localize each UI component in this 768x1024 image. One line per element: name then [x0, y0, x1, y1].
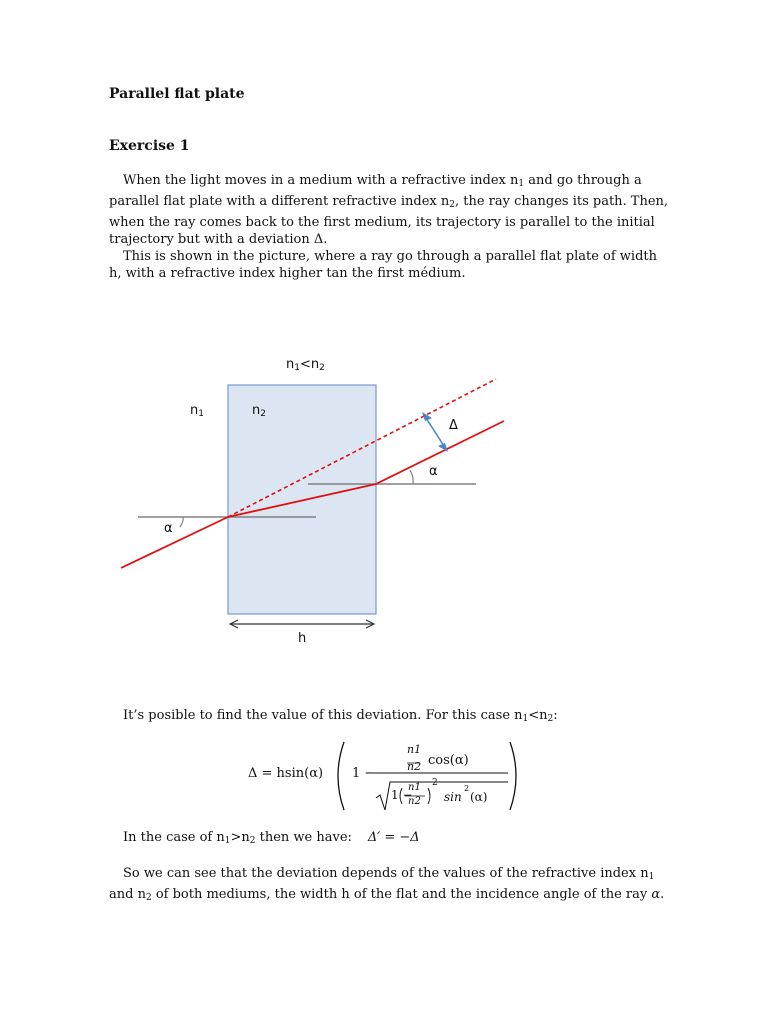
delta-label: Δ — [449, 418, 458, 433]
formula-inner-n1: n1 — [408, 782, 421, 793]
conclusion-paragraph: So we can see that the deviation depends of the values of the refractive index $n_1$ and $n_2$ of both mediums, the width h of the flat and the incidence angle of the ray α. — [109, 866, 665, 903]
formula-n1: n1 — [407, 743, 422, 756]
formula-lhs: Δ = hsin(α) — [248, 766, 324, 781]
deviation-formula — [248, 740, 528, 812]
formula-square-exponent: 2 — [432, 778, 438, 788]
incident-ray — [121, 517, 228, 568]
formula-sqrt-one-minus: 1 − — [391, 788, 413, 802]
h-label: h — [298, 631, 307, 646]
case-text: In the case of $n_1>n_2$ then we have: Δ′ = −Δ — [123, 830, 420, 846]
angle-arc-right — [410, 470, 413, 484]
intro-paragraph-1: When the light moves in a medium with a refractive index $n_1$ and go through a parallel flat plate with a different refractive index $n_2$, the ray changes its path. Then, when the ray comes back to the first medium, its trajectory is parallel to the initial trajectory but with a deviation Δ. — [109, 173, 669, 247]
formula-cos: cos(α) — [428, 753, 469, 768]
formula-sin: sin — [444, 790, 462, 804]
formula-inner-n2: n2 — [408, 796, 421, 807]
condition-label: $n_1<n_2$ — [286, 357, 325, 373]
formula-sin-arg: (α) — [470, 790, 488, 804]
formula-n2: n2 — [407, 760, 422, 773]
case-equation: Δ′ = −Δ — [367, 830, 420, 845]
parallel-plate — [228, 385, 376, 614]
deviation-arrow — [426, 418, 444, 446]
alpha-left-label: α — [164, 521, 173, 536]
formula-one-minus: 1 − — [352, 766, 376, 781]
n1-label: $n_1$ — [190, 403, 204, 419]
formula-sin-exponent: 2 — [464, 784, 470, 793]
emergent-ray — [376, 421, 504, 484]
alpha-right-label: α — [429, 464, 438, 479]
angle-arc-left — [180, 517, 183, 527]
conclusion-text — [109, 865, 669, 907]
find-deviation-text: It’s posible to find the value of this deviation. For this case $n_1<n_2$: — [123, 708, 558, 724]
n2-label: $n_2$ — [252, 403, 266, 419]
page-title: Parallel flat plate — [109, 86, 245, 102]
intro-paragraph-2: This is shown in the picture, where a ray go through a parallel flat plate of width h, with a refractive index higher tan the first médium. — [109, 249, 658, 281]
exercise-heading: Exercise 1 — [109, 138, 190, 154]
